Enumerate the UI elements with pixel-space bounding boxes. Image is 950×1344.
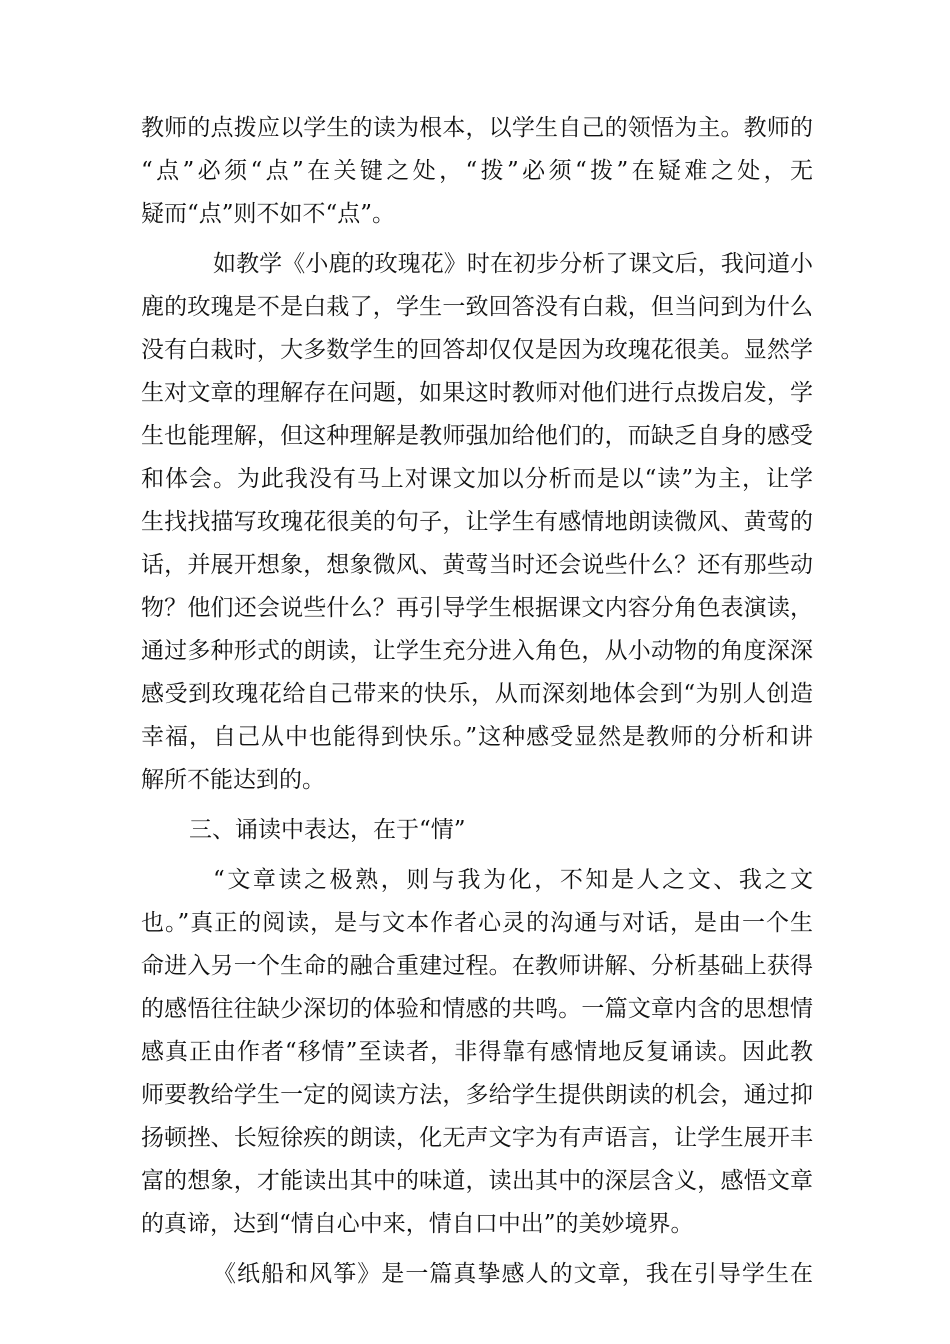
text-line-5: 鹿的玫瑰是不是白栽了，学生一致回答没有白栽，但当问到为什么 bbox=[141, 294, 813, 320]
text-line-17: “文章读之极熟，则与我为化，不知是人之文、我之文 bbox=[213, 867, 813, 893]
text-line-10: 生找找描写玫瑰花很美的句子，让学生有感情地朗读微风、黄莺的 bbox=[141, 509, 813, 535]
text-line-25: 的真谛，达到“情自心中来，情自口中出”的美妙境界。 bbox=[141, 1211, 694, 1237]
text-line-22: 师要教给学生一定的阅读方法，多给学生提供朗读的机会，通过抑 bbox=[141, 1082, 813, 1108]
text-line-23: 扬顿挫、长短徐疾的朗读，化无声文字为有声语言，让学生展开丰 bbox=[141, 1125, 813, 1151]
text-line-15: 幸福，自己从中也能得到快乐。”这种感受显然是教师的分析和讲 bbox=[141, 724, 813, 750]
text-line-19: 命进入另一个生命的融合重建过程。在教师讲解、分析基础上获得 bbox=[141, 953, 813, 979]
text-line-11: 话，并展开想象，想象微风、黄莺当时还会说些什么？还有那些动 bbox=[141, 552, 813, 578]
text-line-9: 和体会。为此我没有马上对课文加以分析而是以“读”为主，让学 bbox=[141, 466, 813, 492]
text-line-6: 没有白栽时，大多数学生的回答却仅仅是因为玫瑰花很美。显然学 bbox=[141, 337, 813, 363]
text-line-24: 富的想象，才能读出其中的味道，读出其中的深层含义，感悟文章 bbox=[141, 1168, 813, 1194]
text-line-1: 教师的点拨应以学生的读为根本，以学生自己的领悟为主。教师的 bbox=[141, 115, 813, 141]
text-line-26: 《纸船和风筝》是一篇真挚感人的文章，我在引导学生在 bbox=[213, 1261, 813, 1287]
text-line-8: 生也能理解，但这种理解是教师强加给他们的，而缺乏自身的感受 bbox=[141, 423, 813, 449]
text-line-7: 生对文章的理解存在问题，如果这时教师对他们进行点拨启发，学 bbox=[141, 380, 813, 406]
text-line-16: 解所不能达到的。 bbox=[141, 767, 325, 793]
text-line-21: 感真正由作者“移情”至读者，非得靠有感情地反复诵读。因此教 bbox=[141, 1039, 813, 1065]
text-line-12: 物？他们还会说些什么？再引导学生根据课文内容分角色表演读， bbox=[141, 595, 813, 621]
text-line-20: 的感悟往往缺少深切的体验和情感的共鸣。一篇文章内含的思想情 bbox=[141, 996, 813, 1022]
text-line-14: 感受到玫瑰花给自己带来的快乐，从而深刻地体会到“为别人创造 bbox=[141, 681, 813, 707]
text-line-18: 也。”真正的阅读，是与文本作者心灵的沟通与对话，是由一个生 bbox=[141, 910, 813, 936]
text-line-13: 通过多种形式的朗读，让学生充分进入角色，从小动物的角度深深 bbox=[141, 638, 813, 664]
text-line-4: 如教学《小鹿的玫瑰花》时在初步分析了课文后，我问道小 bbox=[213, 251, 813, 277]
section-heading: 三、诵读中表达，在于“情” bbox=[189, 817, 466, 843]
text-line-3: 疑而“点”则不如不“点”。 bbox=[141, 201, 396, 227]
text-line-2: “点”必须“点”在关键之处，“拨”必须“拨”在疑难之处，无 bbox=[141, 158, 813, 184]
